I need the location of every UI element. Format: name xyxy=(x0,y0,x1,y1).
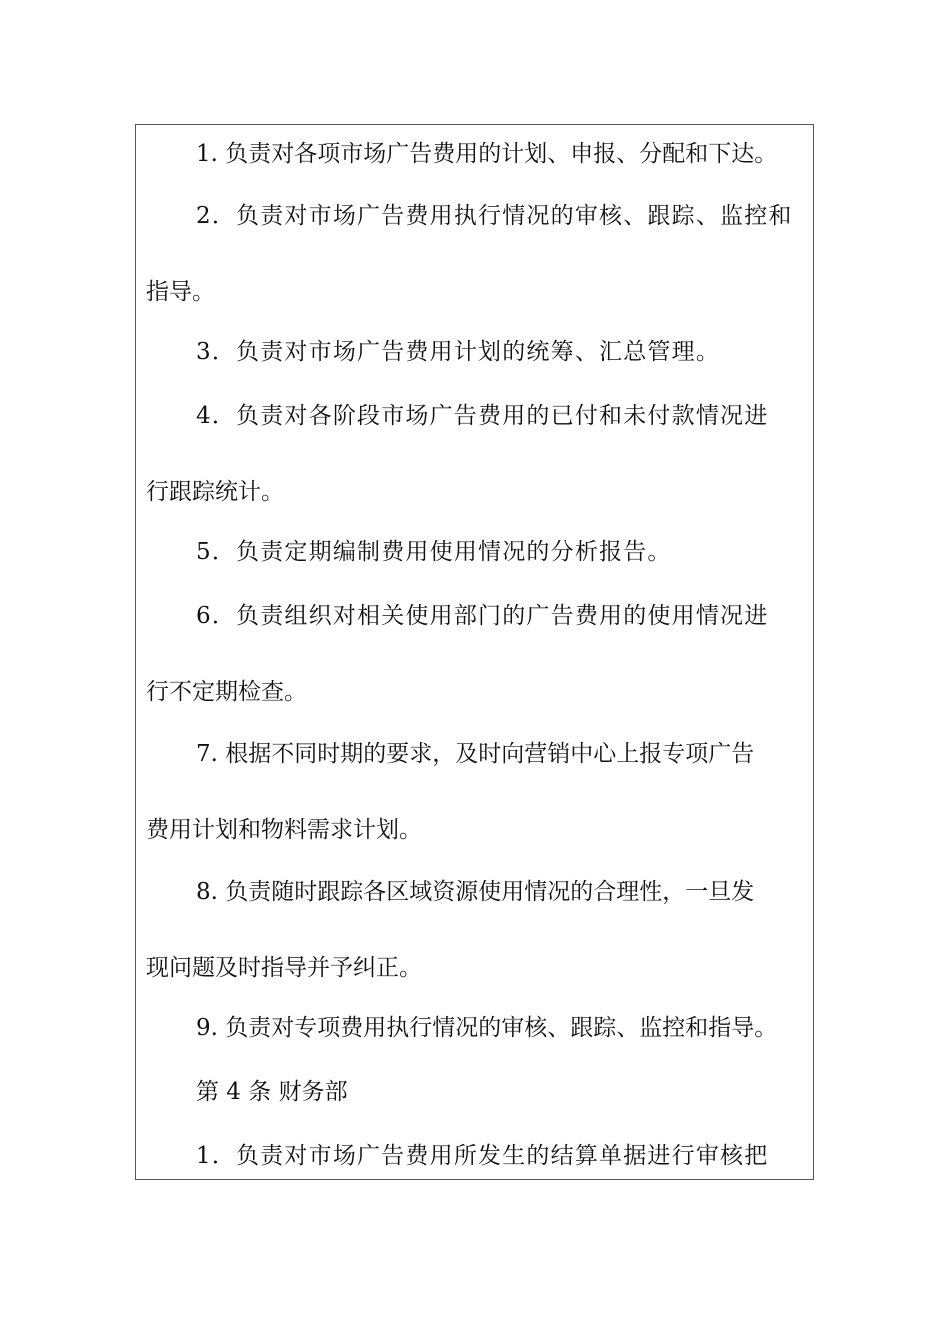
paragraph-line: 7. 根据不同时期的要求，及时向营销中心上报专项广告 xyxy=(196,741,755,767)
paragraph-line: 6．负责组织对相关使用部门的广告费用的使用情况进 xyxy=(196,603,769,629)
paragraph-2 xyxy=(146,187,806,329)
paragraph-line: 8. 负责随时跟踪各区域资源使用情况的合理性，一旦发 xyxy=(196,879,755,905)
paragraph-4 xyxy=(146,387,806,529)
paragraph-line: 现问题及时指导并予纠正。 xyxy=(146,955,422,981)
paragraph-line: 指导。 xyxy=(146,279,215,305)
paragraph-line: 费用计划和物料需求计划。 xyxy=(146,817,422,843)
paragraph-line: 4．负责对各阶段市场广告费用的已付和未付款情况进 xyxy=(196,403,769,429)
document-frame xyxy=(135,124,814,1180)
paragraph-5 xyxy=(146,523,806,589)
section-heading xyxy=(146,1063,806,1129)
paragraph-7 xyxy=(146,725,806,867)
paragraph-line: 9. 负责对专项费用执行情况的审核、跟踪、监控和指导。 xyxy=(196,1015,778,1041)
paragraph-10 xyxy=(146,1127,806,1180)
paragraph-line: 行不定期检查。 xyxy=(146,679,307,705)
paragraph-3 xyxy=(146,323,806,389)
paragraph-8 xyxy=(146,863,806,1005)
paragraph-line: 1．负责对市场广告费用所发生的结算单据进行审核把 xyxy=(196,1143,769,1169)
paragraph-9 xyxy=(146,999,806,1065)
paragraph-line: 1. 负责对各项市场广告费用的计划、申报、分配和下达。 xyxy=(196,141,778,167)
paragraph-line: 2．负责对市场广告费用执行情况的审核、跟踪、监控和 xyxy=(196,203,793,229)
paragraph-line: 行跟踪统计。 xyxy=(146,479,284,505)
paragraph-1 xyxy=(146,125,806,191)
paragraph-line: 5．负责定期编制费用使用情况的分析报告。 xyxy=(196,539,672,565)
paragraph-line: 3．负责对市场广告费用计划的统筹、汇总管理。 xyxy=(196,339,721,365)
paragraph-6 xyxy=(146,587,806,729)
section-heading-text: 第 4 条 财务部 xyxy=(196,1079,348,1105)
